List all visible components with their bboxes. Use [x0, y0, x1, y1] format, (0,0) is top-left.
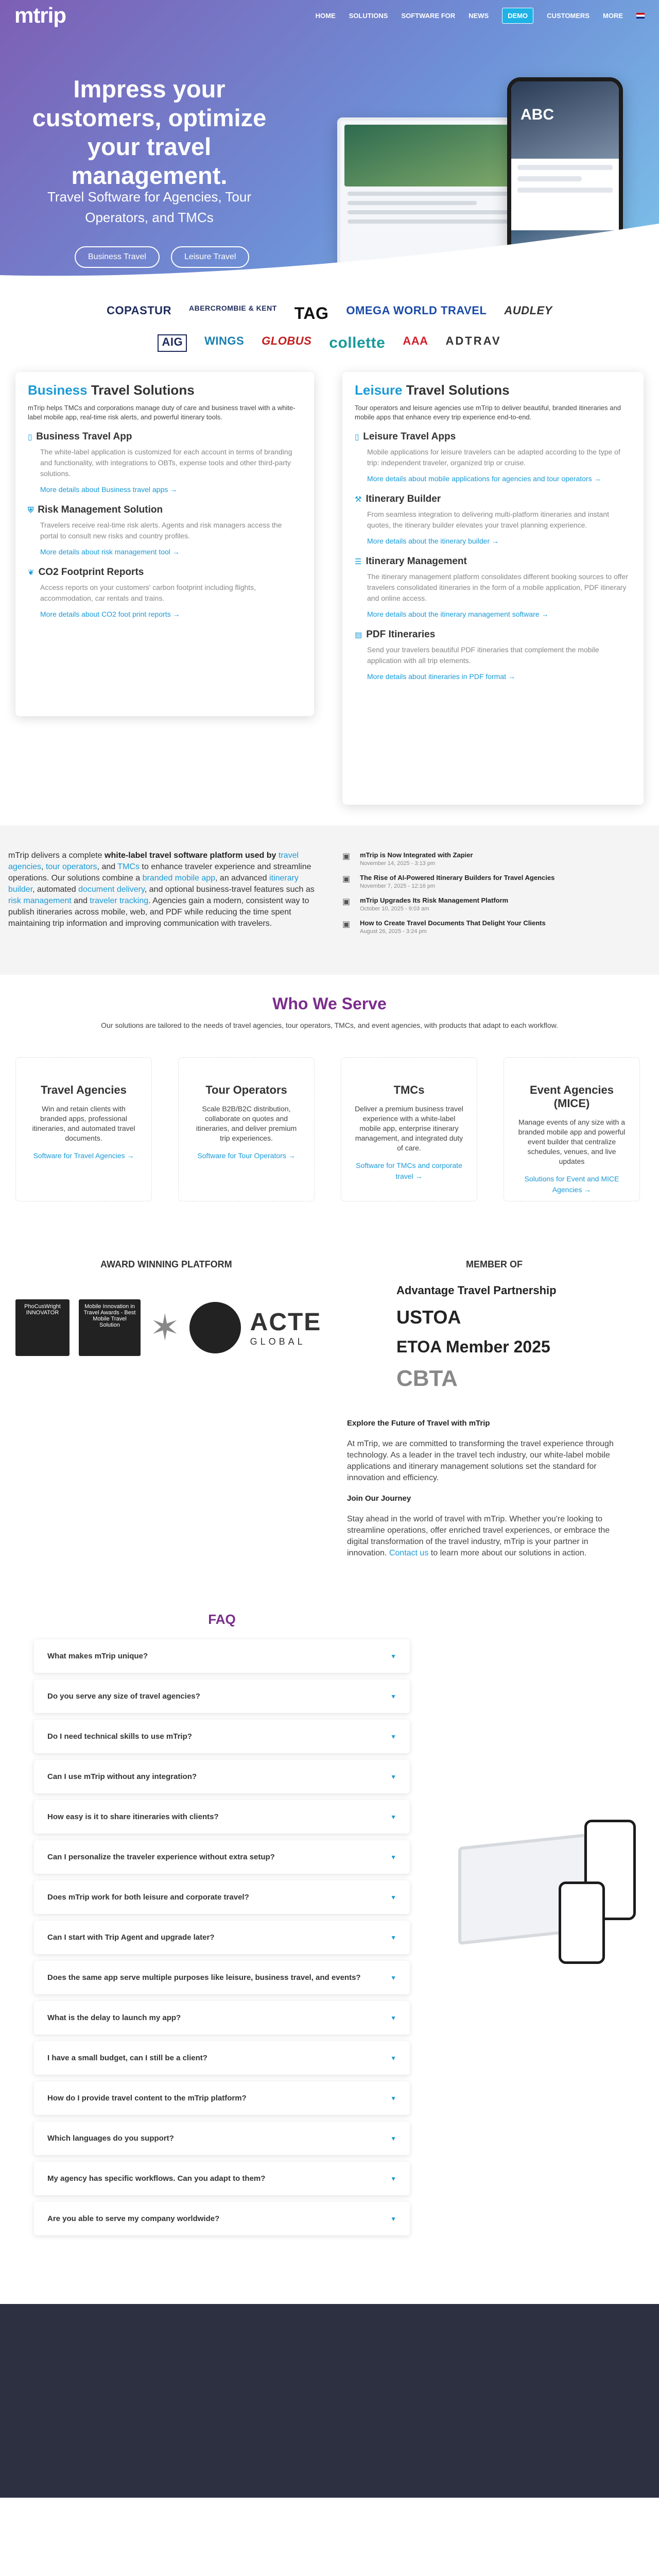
caret-down-icon: ▼ [390, 2054, 396, 2062]
logo-globus: GLOBUS [262, 334, 312, 347]
solutions-section [0, 372, 659, 825]
faq-title: FAQ [208, 1612, 236, 1627]
business-app-link[interactable]: More details about Business travel apps → [40, 485, 178, 494]
logo-adtrav: ADTRAV [445, 334, 501, 347]
business-item-app: ▯ Business Travel App The white-label application is customized for each account in terms of branding and functionality, with integrations to OBTs, expense tools and other third-party solutions. More details about Business travel apps → [28, 431, 302, 495]
caret-down-icon: ▼ [390, 1692, 396, 1700]
hero-title: Impress your customers, optimize your travel management. [32, 75, 267, 189]
news-list [342, 851, 631, 942]
platform-news-section [0, 825, 659, 975]
link-travel-agencies[interactable]: travel agencies [8, 851, 299, 871]
nav-links [316, 8, 645, 24]
tour-operators-link[interactable]: Software for Tour Operators → [197, 1151, 296, 1160]
travel-agencies-link[interactable]: Software for Travel Agencies → [33, 1151, 134, 1160]
faq-list [34, 1639, 410, 2242]
business-solutions-title: Business Travel Solutions [28, 382, 195, 398]
top-nav [0, 0, 659, 31]
platform-description: mTrip delivers a complete white-label travel software platform used by travel agencies, tour operators, and TMCs to enhance traveler experience and streamline operations. Our solutions combine a branded mobile app, an advanced itinerary builder, automated document delivery, and optional business-travel features such as risk management and traveler tracking. Agencies gain a modern, consistent way to publish itineraries across mobile, web, and PDF while reducing the time spent maintaining trip information and improving communication with travelers. [8, 851, 315, 928]
nav-more[interactable]: MORE [603, 11, 623, 20]
nav-software-for[interactable]: SOFTWARE FOR [401, 11, 456, 20]
logo-collette: collette [329, 334, 386, 351]
faq-item[interactable]: Which languages do you support? ▼ [34, 2122, 410, 2155]
nav-solutions[interactable]: SOLUTIONS [349, 11, 388, 20]
list-icon: ☰ [355, 557, 362, 566]
member-title: MEMBER OF [466, 1259, 523, 1269]
logo-omega: OMEGA WORLD TRAVEL [346, 304, 487, 317]
itinerary-builder-link[interactable]: More details about the itinerary builder → [367, 537, 499, 545]
faq-item[interactable]: What is the delay to launch my app? ▼ [34, 2001, 410, 2035]
news-item[interactable]: ▣ The Rise of AI-Powered Itinerary Builders for Travel Agencies November 7, 2025 - 12:16 pm [342, 874, 555, 889]
mtrip-logo[interactable]: mtrip [14, 3, 66, 27]
faq-item[interactable]: Are you able to serve my company worldwide? ▼ [34, 2202, 410, 2235]
star-award-icon: ✶ [150, 1308, 180, 1348]
seal-icon [189, 1302, 241, 1353]
pdf-icon: ▤ [355, 631, 362, 639]
link-itinerary-builder[interactable]: itinerary builder [8, 874, 299, 894]
etoa-logo: ETOA Member 2025 [396, 1337, 550, 1356]
business-intro: mTrip helps TMCs and corporations manage duty of care and business travel with a white-label mobile app, real-time risk alerts, and powerful itinerary tools. [28, 404, 296, 421]
hero-wave-divider [0, 224, 659, 284]
business-item-risk: ⛨ Risk Management Solution Travelers receive real-time risk alerts. Agents and risk managers access the portal to consult new risks and country profiles. More details about risk management tool → [28, 504, 302, 557]
news-icon: ▣ [342, 875, 351, 884]
co2-reports-link[interactable]: More details about CO2 foot print reports → [40, 610, 180, 618]
acte-logo: ACTE GLOBAL [250, 1309, 322, 1347]
leisure-apps-link[interactable]: More details about mobile applications for agencies and tour operators → [367, 474, 601, 483]
footer [0, 2304, 659, 2498]
uk-flag-icon[interactable] [636, 13, 645, 19]
card-event-agencies: Event Agencies (MICE) Manage events of any size with a branded mobile app and powerful event builder that centralize schedules, venues, and live updates Solutions for Event and MICE Agencies → [504, 1057, 640, 1201]
hero-subtitle: Travel Software for Agencies, Tour Operators, and TMCs [47, 189, 251, 225]
logo-aig: AIG [158, 334, 187, 352]
leisure-travel-button[interactable]: Leisure Travel [171, 246, 250, 268]
cbta-logo: CBTA [396, 1366, 458, 1391]
faq-item[interactable]: My agency has specific workflows. Can you adapt to them? ▼ [34, 2162, 410, 2195]
caret-down-icon: ▼ [390, 2175, 396, 2182]
award-title: AWARD WINNING PLATFORM [100, 1259, 232, 1269]
advantage-logo: Advantage Travel Partnership [396, 1284, 557, 1297]
mobile-innovation-badge: Mobile Innovation in Travel Awards - Best Mobile Travel Solution [79, 1299, 141, 1356]
faq-item[interactable]: Do I need technical skills to use mTrip? ▼ [34, 1720, 410, 1753]
news-item[interactable]: ▣ How to Create Travel Documents That Delight Your Clients August 26, 2025 - 3:24 pm [342, 919, 546, 935]
caret-down-icon: ▼ [390, 1733, 396, 1740]
caret-down-icon: ▼ [390, 2014, 396, 2022]
faq-item[interactable]: What makes mTrip unique? ▼ [34, 1639, 410, 1673]
link-tmcs[interactable]: TMCs [117, 862, 140, 871]
nav-home[interactable]: HOME [315, 11, 336, 20]
tmcs-link[interactable]: Software for TMCs and corporate travel → [356, 1161, 462, 1180]
pdf-itineraries-link[interactable]: More details about itineraries in PDF format → [367, 672, 515, 681]
logo-wings: WINGS [204, 334, 245, 347]
who-we-serve-title: Who We Serve [272, 994, 387, 1013]
leisure-item-management: ☰ Itinerary Management The itinerary management platform consolidates different booking sources to offer travelers consolidated itineraries in the form of a mobile application, PDF itinerary and online access. More details about the itinerary management software → [355, 556, 631, 620]
award-badges [15, 1299, 321, 1356]
mobile-icon: ▯ [355, 433, 359, 442]
hero-section [0, 0, 659, 284]
logo-copastur: COPASTUR [107, 304, 171, 317]
faq-item[interactable]: I have a small budget, can I still be a client? ▼ [34, 2041, 410, 2075]
leisure-intro: Tour operators and leisure agencies use mTrip to deliver beautiful, branded itineraries and mobile apps that enhance every trip experience end-to-end. [355, 404, 621, 421]
member-logos [396, 1284, 602, 1392]
faq-item[interactable]: How do I provide travel content to the mTrip platform? ▼ [34, 2081, 410, 2115]
faq-item[interactable]: Can I personalize the traveler experience without extra setup? ▼ [34, 1840, 410, 1874]
link-risk-management[interactable]: risk management [8, 896, 72, 905]
phone-illustration [559, 1882, 605, 1964]
explore-section [0, 1408, 659, 1598]
leisure-item-builder: ⚒ Itinerary Builder From seamless integration to delivering multi-platform itineraries and instant quotes, the itinerary builder elevates your travel planning experience. More details about the itinerary builder → [355, 494, 631, 547]
faq-item[interactable]: How easy is it to share itineraries with clients? ▼ [34, 1800, 410, 1834]
caret-down-icon: ▼ [390, 2134, 396, 2142]
builder-icon: ⚒ [355, 495, 362, 504]
caret-down-icon: ▼ [390, 1652, 396, 1660]
card-tour-operators: Tour Operators Scale B2B/B2C distribution, collaborate on quotes and itineraries, and deliver premium trip experiences. Software for Tour Operators → [178, 1057, 315, 1201]
card-travel-agencies: Travel Agencies Win and retain clients with branded apps, professional itineraries, and automated travel documents. Software for Travel Agencies → [15, 1057, 152, 1201]
client-logos [0, 284, 659, 372]
faq-item[interactable]: Do you serve any size of travel agencies? ▼ [34, 1680, 410, 1713]
nav-demo-button[interactable]: DEMO [502, 8, 533, 24]
shield-icon: ⛨ [28, 505, 34, 515]
risk-management-link[interactable]: More details about risk management tool → [40, 548, 180, 556]
contact-us-link[interactable]: Contact us [389, 1549, 429, 1557]
logo-abercrombie: ABERCROMBIE & KENT [188, 304, 277, 312]
faq-item[interactable]: Can I use mTrip without any integration? ▼ [34, 1760, 410, 1793]
leisure-item-apps: ▯ Leisure Travel Apps Mobile applications for leisure travelers can be adapted according to the type of trip: independent traveler, organized trip or cruise. More details about mobile applications for agencies and tour operators → [355, 431, 631, 484]
link-tour-operators[interactable]: tour operators [45, 862, 97, 871]
news-icon: ▣ [342, 852, 351, 861]
faq-item[interactable]: Does mTrip work for both leisure and corporate travel? ▼ [34, 1880, 410, 1914]
logo-audley: AUDLEY [504, 304, 552, 317]
faq-item[interactable]: Does the same app serve multiple purposes like leisure, business travel, and events? ▼ [34, 1961, 410, 1994]
caret-down-icon: ▼ [390, 2215, 396, 2223]
phone-header-image [511, 81, 619, 159]
leisure-solutions-card [342, 372, 644, 805]
caret-down-icon: ▼ [390, 2094, 396, 2102]
caret-down-icon: ▼ [390, 1934, 396, 1941]
leisure-item-pdf: ▤ PDF Itineraries Send your travelers beautiful PDF itineraries that complement the mobile application with all trip elements. More details about itineraries in PDF format → [355, 629, 631, 682]
who-we-serve-subtitle: Our solutions are tailored to the needs of travel agencies, tour operators, TMCs, and event agencies, with products that adapt to each workflow. [101, 1021, 558, 1029]
logo-tag: TAG [294, 304, 329, 323]
news-item[interactable]: ▣ mTrip is Now Integrated with Zapier November 14, 2025 - 3:13 pm [342, 851, 473, 867]
who-we-serve-section [0, 975, 659, 1248]
caret-down-icon: ▼ [390, 1893, 396, 1901]
caret-down-icon: ▼ [390, 1813, 396, 1821]
faq-section [0, 1598, 659, 2304]
explore-text: Explore the Future of Travel with mTrip At mTrip, we are committed to transforming the travel experience through technology. As a leader in the travel tech industry, our white-label mobile applications and itinerary management solutions set the standard for innovation and efficiency. Join Our Journey Stay ahead in the world of travel with mTrip. Whether you're looking to streamline operations, offer enriched travel experiences, or embrace the digital transformation of the travel industry, mTrip is your partner in innovation. Contact us to learn more about our solutions in action. [347, 1419, 614, 1557]
itinerary-management-link[interactable]: More details about the itinerary management software → [367, 610, 549, 618]
news-icon: ▣ [342, 897, 351, 906]
news-icon: ▣ [342, 920, 351, 929]
mobile-icon: ▯ [28, 433, 32, 442]
devices-illustration [458, 1820, 644, 1974]
logo-row-1 [0, 304, 659, 323]
link-document-delivery[interactable]: document delivery [78, 885, 145, 894]
business-solutions-card [15, 372, 314, 716]
ustoa-logo: USTOA [396, 1307, 461, 1328]
link-traveler-tracking[interactable]: traveler tracking [90, 896, 149, 905]
link-branded-mobile-app[interactable]: branded mobile app [142, 874, 216, 883]
nav-customers[interactable]: CUSTOMERS [547, 11, 589, 20]
caret-down-icon: ▼ [390, 1853, 396, 1861]
phone-brand: ABC [521, 106, 554, 123]
event-agencies-link[interactable]: Solutions for Event and MICE Agencies → [524, 1175, 619, 1194]
caret-down-icon: ▼ [390, 1773, 396, 1781]
nav-news[interactable]: NEWS [469, 11, 489, 20]
awards-section [0, 1248, 659, 1408]
leaf-icon: ❦ [28, 568, 34, 577]
news-item[interactable]: ▣ mTrip Upgrades Its Risk Management Platform October 10, 2025 - 9:03 am [342, 896, 509, 912]
faq-item[interactable]: Can I start with Trip Agent and upgrade later? ▼ [34, 1921, 410, 1954]
card-tmcs: TMCs Deliver a premium business travel experience with a white-label mobile app, enterprise itinerary management, and integrated duty of care. Software for TMCs and corporate travel → [341, 1057, 477, 1201]
logo-aaa: AAA [403, 334, 428, 347]
caret-down-icon: ▼ [390, 1974, 396, 1981]
business-item-co2: ❦ CO2 Footprint Reports Access reports on your customers' carbon footprint including flights, accommodation, car rentals and trains. More details about CO2 foot print reports → [28, 567, 302, 620]
business-travel-button[interactable]: Business Travel [75, 246, 160, 268]
phocuswright-badge: PhoCusWright INNOVATOR [15, 1299, 70, 1356]
leisure-solutions-title: Leisure Travel Solutions [355, 382, 510, 398]
logo-row-2 [0, 334, 659, 352]
